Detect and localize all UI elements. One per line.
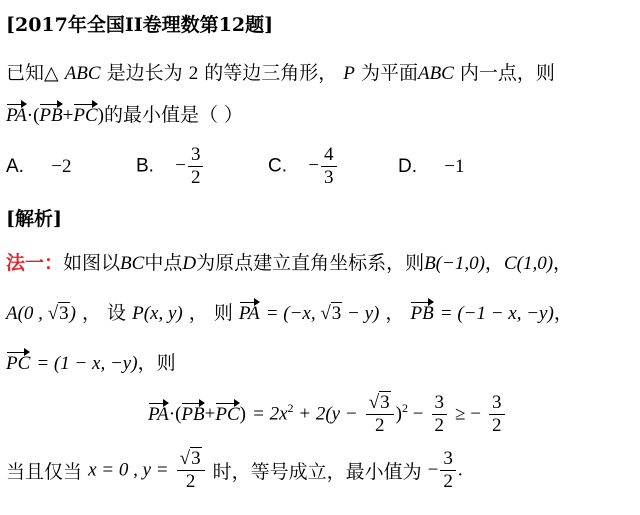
denominator: 2: [190, 166, 201, 188]
vector-pb: PB: [410, 303, 434, 324]
text: +: [204, 403, 216, 425]
vector-pb: PB: [39, 105, 63, 126]
point-b: B(−1,0): [424, 253, 485, 274]
option-a: [6, 156, 71, 178]
denominator: 2: [492, 414, 502, 436]
text: 已知: [6, 62, 45, 84]
fraction: [321, 144, 337, 189]
option-d: [398, 156, 465, 178]
fraction-sqrt3-over-2: $\frac{√3}{2}$: [366, 392, 394, 437]
text: ): [239, 403, 246, 425]
pc-equation: = (1 − x, −y): [36, 353, 138, 374]
formula-part: + 2(y −: [293, 403, 358, 425]
vector-pa: PA: [148, 404, 169, 426]
sign: −: [175, 155, 186, 177]
sign: −: [444, 156, 455, 177]
text: −: [408, 403, 424, 425]
radicand: 3: [59, 303, 69, 324]
problem-header: [6, 10, 273, 37]
fraction-sqrt3-over-2: $\frac{√3}{2}$: [177, 448, 205, 493]
denominator: 2: [374, 414, 385, 436]
fraction-3-over-2: [440, 448, 456, 493]
abc-label: ABC: [64, 63, 101, 84]
text: 中点: [144, 252, 183, 274]
text: 的等边三角形，: [204, 62, 338, 84]
numerator: 3: [440, 448, 456, 471]
option-value: 1: [455, 156, 465, 177]
sign: −: [308, 155, 319, 177]
method-line-3: [6, 348, 176, 375]
text: ，: [385, 302, 405, 324]
point-c: C(1,0): [503, 253, 554, 274]
text: ，: [553, 252, 573, 274]
analysis-heading: [6, 204, 62, 231]
sign: −: [51, 156, 62, 177]
radicand: 3: [191, 448, 201, 469]
point-p: P(x, y): [132, 303, 183, 324]
triangle-symbol: △: [44, 62, 59, 84]
denominator: 2: [443, 470, 453, 492]
year-tag: [2017年全国II卷理数第12题]: [6, 14, 274, 36]
option-label: C.: [268, 155, 287, 177]
text: ·(: [168, 403, 182, 425]
numerator: 4: [321, 144, 337, 167]
text: 为平面: [360, 62, 418, 84]
problem-line-1: [6, 58, 555, 85]
option-label: A.: [6, 156, 24, 177]
text: 如图以: [63, 252, 121, 274]
problem-line-2: [6, 100, 243, 127]
text: ): [69, 303, 76, 324]
text: 时，等号成立，最小值为: [212, 460, 422, 483]
pb-equation: = (−1 − x, −y): [439, 303, 554, 324]
bc-label: BC: [120, 253, 145, 274]
option-value: 2: [61, 156, 72, 177]
denominator: 3: [324, 166, 334, 188]
numerator: 3: [489, 392, 505, 415]
text: 为原点建立直角坐标系，则: [196, 252, 425, 274]
main-formula: [148, 392, 507, 437]
condition: x = 0 , y =: [88, 459, 169, 481]
pa-equation: = (−x,: [265, 303, 321, 324]
side-length: 2: [188, 63, 199, 84]
text: ， 设: [82, 302, 127, 324]
text: ≥ −: [455, 403, 481, 425]
text: ): [97, 105, 104, 126]
vector-pc: PC: [73, 105, 98, 126]
exponent: 2: [287, 401, 294, 416]
fraction-3-over-2: [432, 392, 448, 437]
numerator: 3: [188, 144, 204, 167]
vector-pc: PC: [215, 404, 240, 426]
d-label: D: [182, 253, 197, 274]
text: .: [457, 459, 463, 481]
text: ·(: [26, 105, 40, 126]
text: ): [395, 403, 402, 425]
pa-equation-tail: − y): [342, 303, 380, 324]
text: ，: [484, 252, 504, 274]
option-label: B.: [136, 155, 154, 177]
text: ， 则: [188, 302, 233, 324]
text: 的最小值是（ ）: [103, 104, 244, 126]
vector-pb: PB: [181, 404, 205, 426]
text: −: [427, 459, 439, 481]
text: 是边长为: [106, 62, 183, 84]
option-c: [268, 144, 339, 189]
denominator: 2: [185, 470, 196, 492]
numerator: 3: [432, 392, 448, 415]
abc-label: ABC: [417, 63, 454, 84]
point-a: A(0 ,: [6, 303, 48, 324]
final-line: [6, 448, 463, 493]
text: 当且仅当: [6, 460, 83, 483]
text: +: [62, 105, 74, 126]
text: ，: [553, 302, 573, 324]
heading-text: [解析]: [6, 208, 62, 230]
text: ，则: [137, 352, 176, 374]
fraction: [188, 144, 204, 189]
method-line-2: A(0 , √3) ， 设 P(x, y) ， 则 PA = (−x, √3 − y) ， PB = (−1 − x, −y)，: [6, 302, 573, 324]
method-label: 法一：: [6, 252, 64, 274]
method-line-1: [6, 248, 572, 275]
option-b: [136, 144, 205, 189]
formula-part: = 2x: [252, 403, 288, 425]
vector-pc: PC: [6, 353, 31, 374]
p-label: P: [343, 63, 355, 84]
text: 内一点，则: [459, 62, 555, 84]
fraction-3-over-2: [489, 392, 505, 437]
radicand: 3: [331, 303, 342, 324]
exponent: 2: [402, 401, 408, 416]
vector-pa: PA: [238, 303, 260, 324]
denominator: 2: [434, 414, 445, 436]
option-label: D.: [398, 156, 417, 177]
vector-pa: PA: [6, 105, 27, 126]
radicand: 3: [380, 392, 390, 413]
